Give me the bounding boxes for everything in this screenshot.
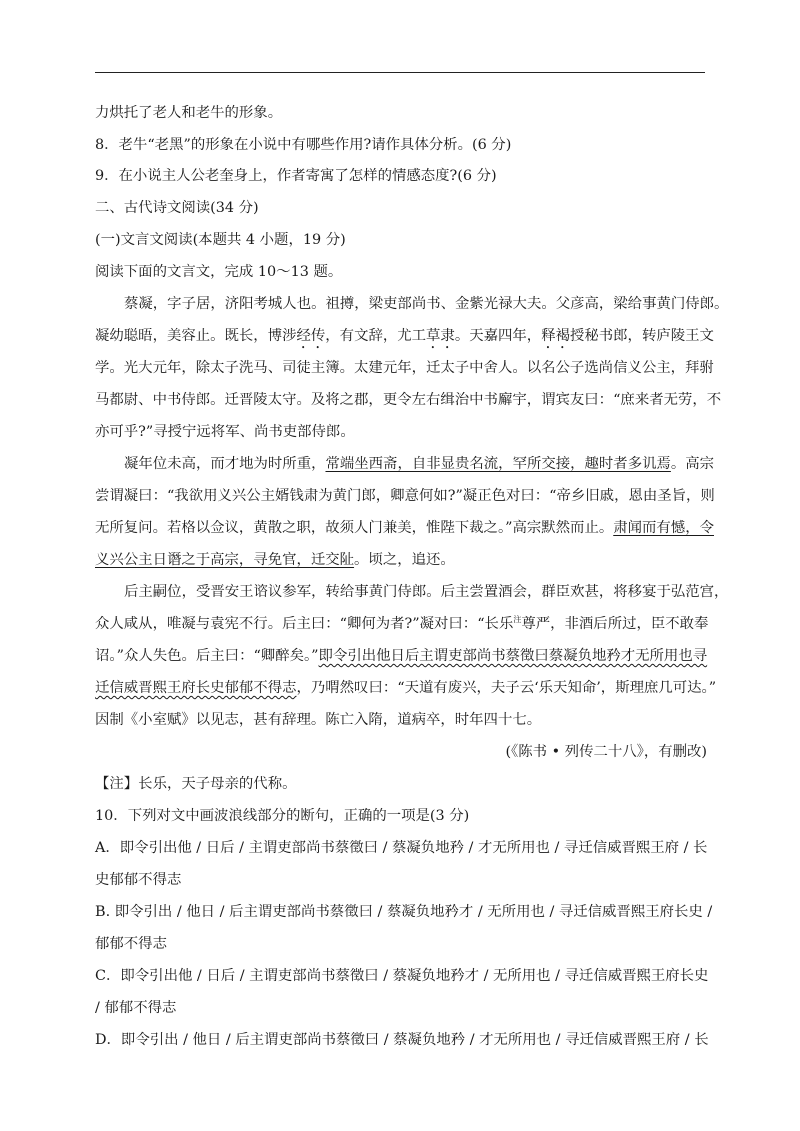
section-heading: 二、古代诗文阅读(34 分) (95, 200, 259, 216)
wavy-underlined-text: 即令引出他日后主谓吏部尚书蔡徵曰蔡凝负地矜才无所用也寻 (318, 648, 708, 664)
instruction: 阅读下面的文言文，完成 10～13 题。 (95, 264, 343, 280)
option-a: A．即令引出他 / 日后 / 主谓吏部尚书蔡徵曰 / 蔡凝负地矜 / 才无所用也 / 寻迁信威晋熙王府 / 长 (95, 840, 708, 856)
question-10: 10．下列对文中画波浪线部分的断句，正确的一项是(3 分) (95, 808, 470, 824)
option-d: D．即令引出 / 他日 / 后主谓吏部尚书蔡徵曰 / 蔡凝负地矜 / 才无所用也 / 寻迁信威晋熙王府 / 长 (95, 1032, 709, 1048)
passage-text: ，有文辞，尤工 (325, 328, 427, 344)
option-c-cont: / 郁郁不得志 (95, 1000, 177, 1016)
dotted-term: 经传 (296, 328, 326, 344)
passage-text: ，乃喟然叹曰：“天道有废兴，夫子云‘乐天知命’，斯理庶几可达。” (296, 680, 717, 696)
passage-line: 蔡凝，字子居，济阳考城人也。祖撙，梁吏部尚书、金紫光禄大夫。父彦高，梁给事黄门侍郎。 (124, 296, 729, 312)
dotted-term: 释褐 (541, 328, 570, 344)
passage-text: 众人咸从，唯凝与袁宪不行。后主曰：“卿何为者?”凝对曰：“长乐 (95, 616, 514, 632)
passage-text: 。高宗 (670, 456, 715, 472)
passage-line: 亦可乎?”寻授宁远将军、尚书吏部侍郎。 (95, 424, 355, 440)
option-c: C．即令引出他 / 日后 / 主谓吏部尚书蔡徵曰 / 蔡凝负地矜才 / 无所用也 / 寻迁信威晋熙王府长史 (95, 968, 709, 984)
passage-line: 因制《小室赋》以见志，甚有辞理。陈亡入隋，道病卒，时年四十七。 (95, 712, 542, 728)
passage-text: 凝年位未高，而才地为时所重， (124, 456, 326, 472)
underlined-sentence: 肃闻而有憾，令 (613, 520, 714, 536)
passage-line (95, 679, 717, 697)
question-8: 8．老牛“老黑”的形象在小说中有哪些作用?请作具体分析。(6 分) (95, 137, 512, 153)
passage-line: 后主嗣位，受晋安王谘议参军，转给事黄门侍郎。后主尝置酒会，群臣欢甚，将移宴于弘范宫， (124, 584, 729, 600)
dotted-term: 草隶 (426, 328, 455, 344)
subsection-heading: (一)文言文阅读(本题共 4 小题，19 分) (95, 232, 346, 248)
passage-line: 尝谓凝曰：“我欲用义兴公主婿钱肃为黄门郎，卿意何如?”凝正色对曰：“帝乡旧戚，恩由圣旨，则 (95, 488, 715, 504)
option-a-cont: 史郁郁不得志 (95, 872, 182, 888)
passage-line (95, 615, 707, 633)
underlined-sentence: 常端坐西斋，自非显贵名流，罕所交接，趣时者多讥焉 (325, 456, 671, 472)
option-b: B. 即令引出 / 他日 / 后主谓吏部尚书蔡徵曰 / 蔡凝负地矜才 / 无所用也 / 寻迁信威晋熙王府长史 / (95, 904, 713, 920)
option-b-cont: 郁郁不得志 (95, 936, 167, 952)
passage-line (124, 455, 715, 473)
passage-text: 无所复问。若格以佥议，黄散之职，故须人门兼美，惟陛下裁之。”高宗默然而止。 (95, 520, 614, 536)
passage-text: 凝幼聪晤，美容止。既长，博涉 (95, 328, 297, 344)
passage-text: 授秘书郎，转庐陵王文 (569, 328, 714, 344)
header-rule (95, 72, 705, 73)
underlined-sentence: 义兴公主日谮之于高宗，寻免官，迁交阯 (95, 552, 355, 568)
passage-line: 马都尉、中书侍郎。迁晋陵太守。及将之郡，更令左右缉治中书廨宇，谓宾友曰：“庶来者无劳，不 (95, 392, 722, 408)
text-line: 力烘托了老人和老牛的形象。 (95, 105, 283, 121)
source-citation: (《陈书 • 列传二十八》，有删改) (505, 744, 707, 760)
passage-line (95, 647, 707, 665)
passage-line (95, 327, 714, 352)
passage-text: 诏。”众人失色。后主曰：“卿醉矣。” (95, 648, 319, 664)
passage-text: 尊严，非酒后所过，臣不敢奉 (521, 616, 709, 632)
passage-line (95, 551, 707, 569)
passage-text: 。顷之，追还。 (354, 552, 455, 568)
wavy-underlined-text: 迁信威晋熙王府长史郁郁不得志 (95, 680, 297, 696)
footnote-marker: 注 (513, 615, 522, 625)
footnote: 【注】长乐，天子母亲的代称。 (95, 776, 297, 792)
passage-text: 。天嘉四年， (454, 328, 542, 344)
question-9: 9．在小说主人公老奎身上，作者寄寓了怎样的情感态度?(6 分) (95, 168, 497, 184)
passage-line (95, 519, 714, 537)
passage-line: 学。光大元年，除太子洗马、司徒主簿。太建元年，迁太子中舍人。以名公子选尚信义公主，拜驸 (95, 360, 714, 376)
